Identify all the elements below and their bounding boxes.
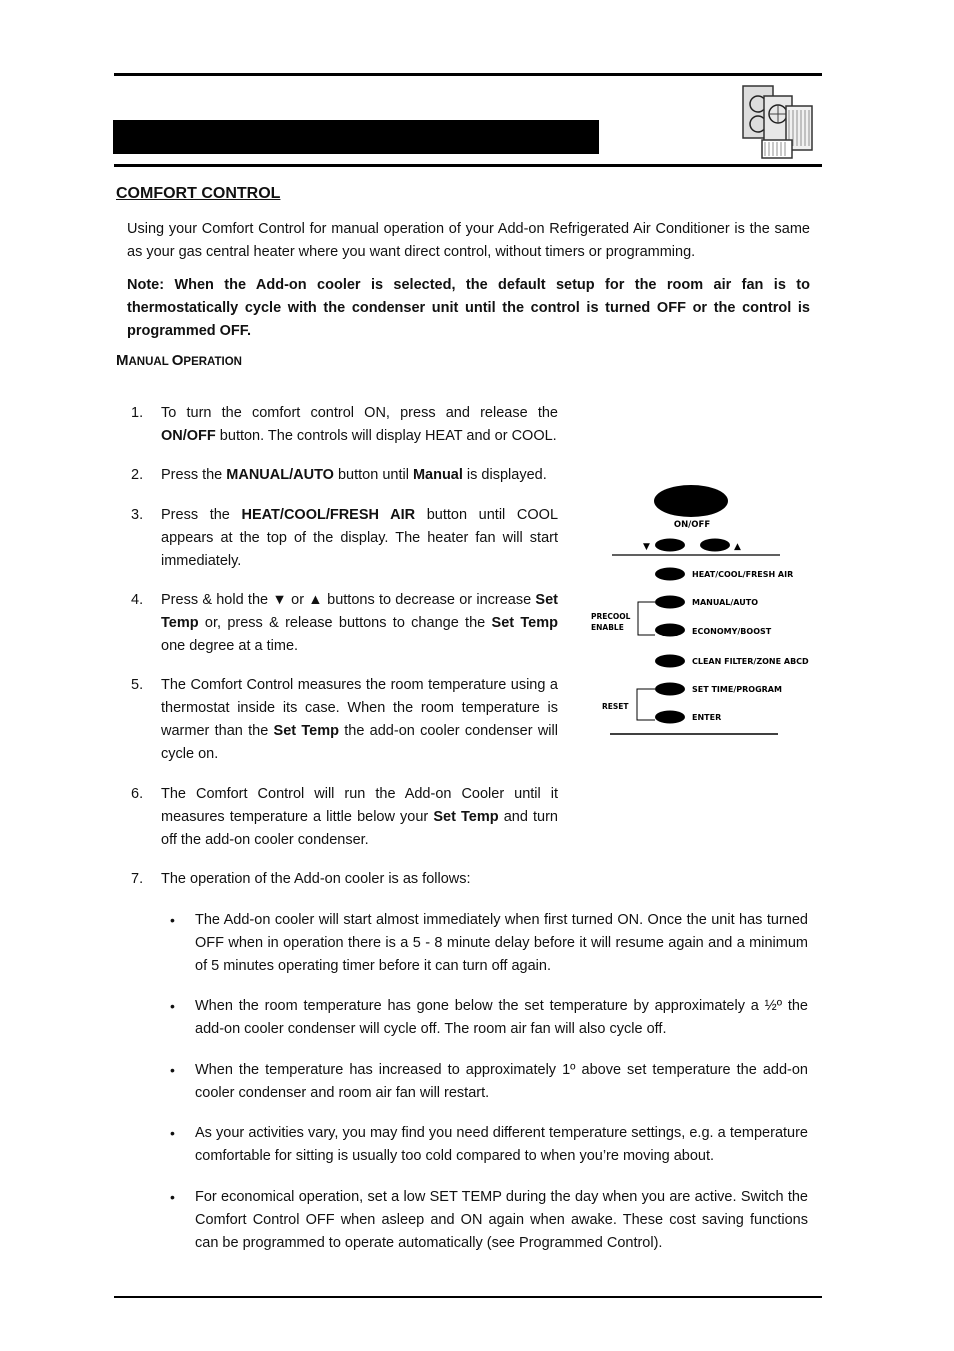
- economy-boost-button: [655, 624, 685, 637]
- clean-filter-button: [655, 655, 685, 668]
- set-time-label: SET TIME/PROGRAM: [692, 685, 782, 694]
- comfort-control-panel-diagram: [590, 480, 810, 750]
- step-3-text: Press the HEAT/COOL/FRESH AIR button until COOL appears at the top of the display. The heater fan will start immediately.: [161, 507, 559, 569]
- step-1-text: To turn the comfort control ON, press and release the ON/OFF button. The controls will display HEAT and or COOL.: [161, 405, 558, 444]
- bullet-text: As your activities vary, you may find you need different temperature settings, e.g. a temperature comfortable for sitting is usually too cold compared to when you’re moving about.: [195, 1125, 808, 1164]
- section-title: COMFORT CONTROL: [116, 185, 281, 202]
- step-2-text: Press the MANUAL/AUTO button until Manual is displayed.: [161, 467, 547, 483]
- step-number: 2.: [131, 467, 144, 483]
- precool-label: PRECOOL: [591, 612, 631, 621]
- enter-label: ENTER: [692, 713, 722, 722]
- bullet-icon: •: [170, 912, 175, 928]
- air-conditioner-units-icon: [740, 84, 814, 160]
- on-off-label: ON/OFF: [673, 520, 711, 530]
- step-number: 1.: [131, 405, 144, 421]
- up-button: [700, 539, 730, 552]
- down-button: [655, 539, 685, 552]
- step-number: 6.: [131, 786, 144, 802]
- enable-label: ENABLE: [591, 623, 624, 632]
- top-rule: [114, 73, 822, 76]
- step-6-text: The Comfort Control will run the Add-on Cooler until it measures temperature a little below your Set Temp and turn off the add-on cooler condenser.: [161, 786, 558, 848]
- step-number: 5.: [131, 677, 144, 693]
- manual-auto-button: [655, 596, 685, 609]
- step-5-text: The Comfort Control measures the room temperature using a thermostat inside its case. When the room temperature is warmer than the Set Temp the add-on cooler condenser will cycle on.: [161, 677, 558, 762]
- bullet-text: For economical operation, set a low SET TEMP during the day when you are active. Switch the Comfort Control OFF when asleep and ON again when awake. These cost saving functions can be programmed to operate automatically (see Programmed Control).: [195, 1189, 808, 1251]
- step-number: 4.: [131, 592, 144, 608]
- subheading-manual-operation: MANUAL OPERATION: [116, 352, 242, 369]
- step-4-text: Press & hold the ▼ or ▲ buttons to decrease or increase Set Temp or, press & release buttons to change the Set Temp one degree at a time.: [161, 592, 558, 654]
- up-arrow-icon: ▲: [734, 542, 741, 552]
- reset-label: RESET: [602, 702, 629, 711]
- intro-paragraph: Using your Comfort Control for manual operation of your Add-on Refrigerated Air Conditioner is the same as your gas central heater where you want direct control, without timers or programming.: [127, 221, 810, 260]
- clean-filter-label: CLEAN FILTER/ZONE ABCD: [692, 657, 809, 666]
- step-number: 7.: [131, 871, 144, 887]
- bullet-icon: •: [170, 1125, 175, 1141]
- economy-boost-label: ECONOMY/BOOST: [692, 627, 772, 636]
- manual-auto-label: MANUAL/AUTO: [692, 598, 759, 607]
- heat-cool-label: HEAT/COOL/FRESH AIR: [692, 570, 794, 579]
- set-time-button: [655, 683, 685, 696]
- bullet-icon: •: [170, 1189, 175, 1205]
- note-paragraph: Note: When the Add-on cooler is selected, the default setup for the room air fan is to thermostatically cycle with the condenser unit until the control is turned OFF or the control is programmed OFF.: [127, 277, 810, 339]
- header-title-bar: [113, 120, 599, 154]
- enter-button: [655, 711, 685, 724]
- bullet-icon: •: [170, 1062, 175, 1078]
- bullet-text: The Add-on cooler will start almost immediately when first turned ON. Once the unit has turned OFF when in operation there is a 5 - 8 minute delay before it will resume again and a minimum of 5 minutes operating timer before it can turn off again.: [195, 912, 808, 974]
- header-bottom-rule: [114, 164, 822, 167]
- bullet-icon: •: [170, 998, 175, 1014]
- heat-cool-button: [655, 568, 685, 581]
- bullet-text: When the room temperature has gone below the set temperature by approximately a ½º the add-on cooler condenser will cycle off. The room air fan will also cycle off.: [195, 998, 808, 1037]
- down-arrow-icon: ▼: [643, 542, 650, 552]
- step-7-text: The operation of the Add-on cooler is as follows:: [161, 871, 471, 887]
- bullet-text: When the temperature has increased to approximately 1º above set temperature the add-on cooler condenser and room air fan will restart.: [195, 1062, 808, 1101]
- step-number: 3.: [131, 507, 144, 523]
- on-off-button: [654, 485, 728, 517]
- footer-rule: [114, 1296, 822, 1298]
